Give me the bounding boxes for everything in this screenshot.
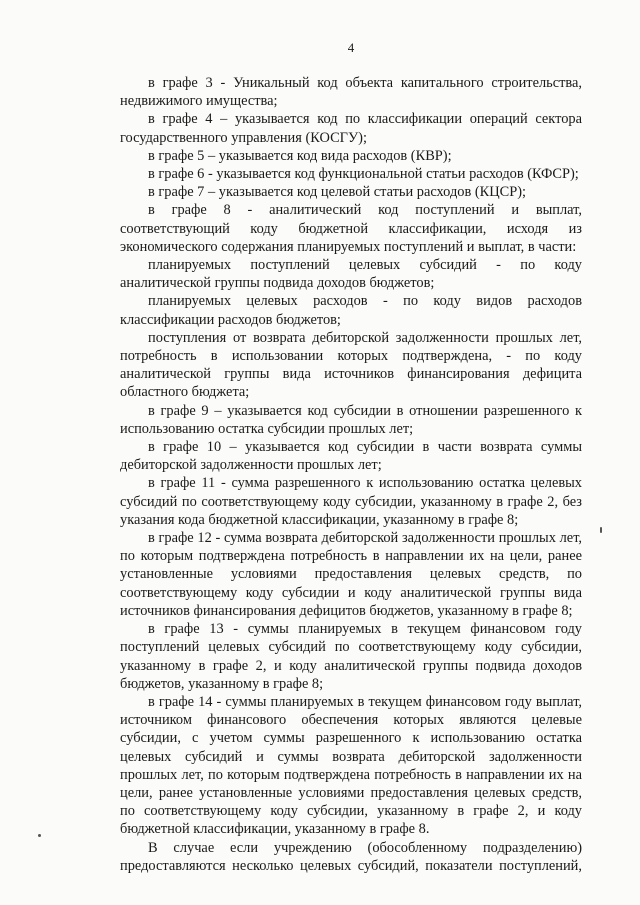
paragraph: в графе 14 - суммы планируемых в текущем финансовом году выплат, источником финансового обеспечения которых являются целевые субсидии, с учетом суммы разрешенного к использованию остатка целевых субсидий и суммы возврата дебиторской задолженности прошлых лет, по которым подтверждена потребность в направлении их на цели, ранее установленные условиями предоставления целевых средств, по соответствующему коду субсидии, указанному в графе 2, и коду бюджетной классификации, указанному в графе 8.	[120, 693, 582, 838]
paragraph: в графе 12 - сумма возврата дебиторской задолженности прошлых лет, по которым подтверждена потребность в направлении их на цели, ранее установленные условиями предоставления целевых средств, по соответствующему коду субсидии и коду аналитической группы вида источников финансирования дефицитов бюджетов, указанному в графе 8;	[120, 530, 582, 619]
paragraph: в графе 9 – указывается код субсидии в отношении разрешенного к использованию остатка субсидии прошлых лет;	[120, 402, 582, 437]
paragraph: в графе 6 - указывается код функциональной статьи расходов (КФСР);	[148, 166, 579, 183]
paragraph: поступления от возврата дебиторской задолженности прошлых лет, потребность в использовании которых подтверждена, - по коду аналитической группы вида источников финансирования дефицита областного бюджета;	[120, 329, 582, 401]
paragraph: в графе 4 – указывается код по классификации операций сектора государственного управления (КОСГУ);	[120, 111, 582, 146]
paragraph: в графе 3 - Уникальный код объекта капитального строительства, недвижимого имущества;	[120, 75, 582, 110]
scan-speck	[600, 527, 602, 533]
paragraph: в графе 13 - суммы планируемых в текущем финансовом году поступлений целевых субсидий по соответствующему коду субсидии, указанному в графе 2, и коду аналитической группы подвида доходов бюджетов, указанному в графе 8;	[120, 621, 582, 692]
paragraph: планируемых поступлений целевых субсидий - по коду аналитической группы подвида доходов бюджетов;	[120, 257, 582, 292]
paragraph: в графе 10 – указывается код субсидии в части возврата суммы дебиторской задолженности прошлых лет;	[120, 439, 582, 474]
paragraph: В случае если учреждению (обособленному подразделению) предоставляются несколько целевых субсидий, показатели поступлений,	[120, 839, 582, 874]
paragraph: в графе 5 – указывается код вида расходов (КВР);	[148, 147, 452, 164]
scan-speck	[38, 834, 41, 837]
paragraph: в графе 7 – указывается код целевой статьи расходов (КЦСР);	[148, 184, 527, 201]
document-body	[120, 74, 582, 875]
paragraph: в графе 11 - сумма разрешенного к использованию остатка целевых субсидий по соответствующему коду субсидии, указанному в графе 2, без указания кода бюджетной классификации, указанному в графе 8;	[120, 475, 582, 528]
paragraph: планируемых целевых расходов - по коду видов расходов классификации расходов бюджетов;	[120, 293, 582, 328]
page-number: 4	[347, 40, 355, 55]
paragraph: в графе 8 - аналитический код поступлений и выплат, соответствующий коду бюджетной классификации, исходя из экономического содержания планируемых поступлений и выплат, в части:	[120, 202, 582, 255]
